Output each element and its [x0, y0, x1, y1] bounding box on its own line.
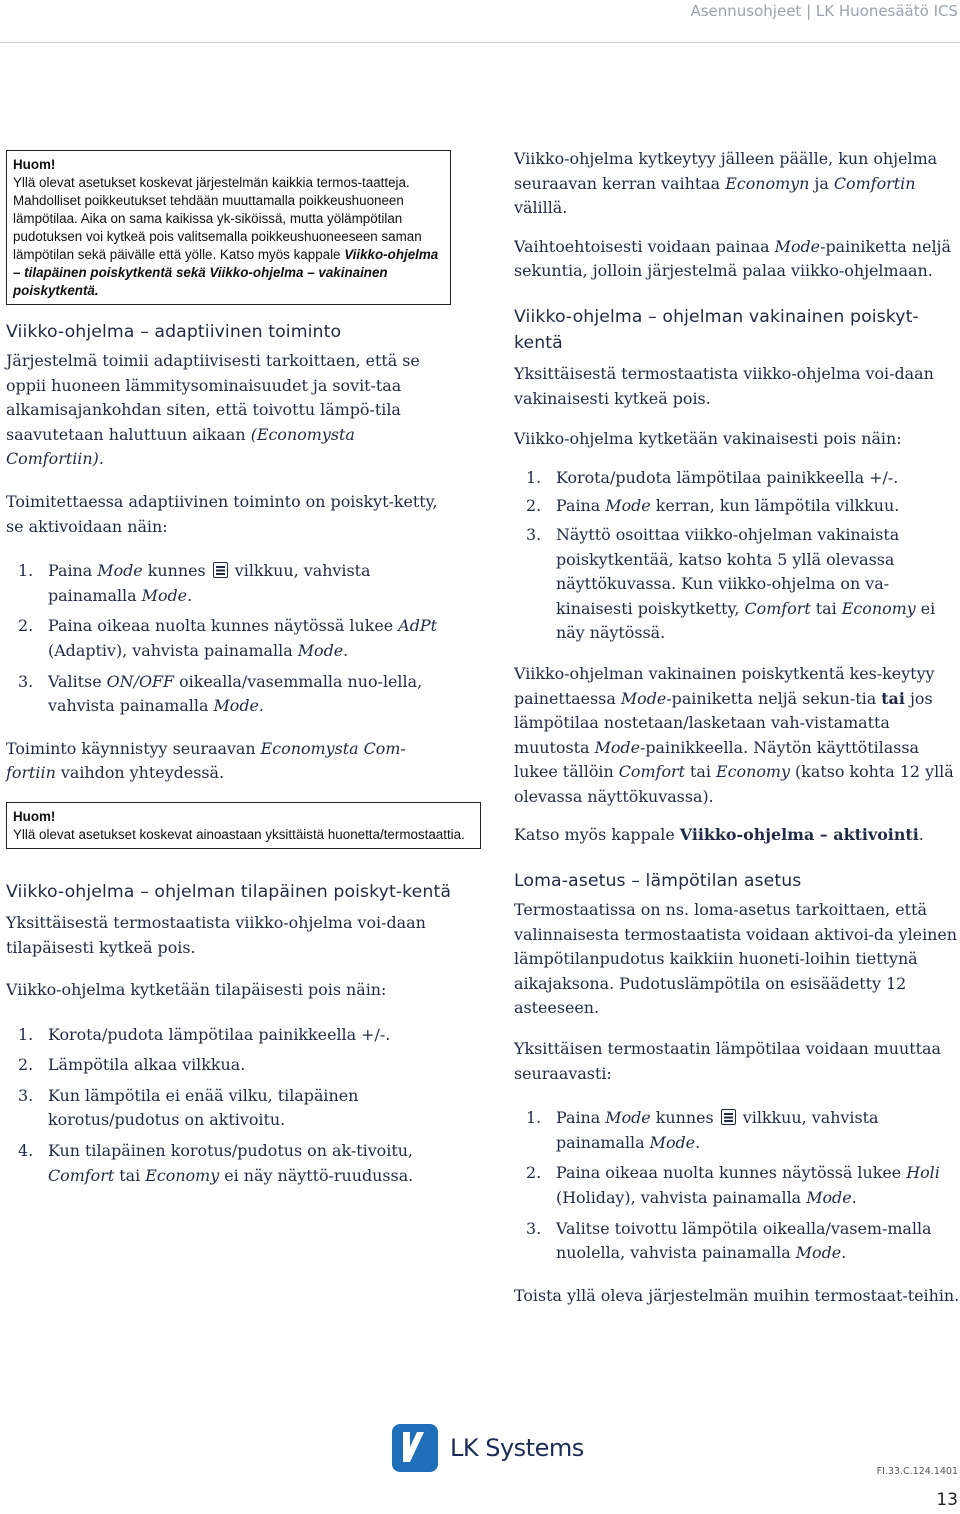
- text-italic: Mode.: [795, 1243, 847, 1263]
- text-italic: Comfortin: [833, 173, 916, 193]
- text: ei näy näytössä.: [556, 598, 936, 643]
- text-bold: Viikko-ohjelma – aktivointi: [679, 825, 919, 845]
- text: -painikkeella. Näytön käyttötilassa lukee tällöin: [514, 737, 920, 782]
- text-italic: Mode.: [141, 585, 193, 605]
- text: Toiminto käynnistyy seuraavan: [6, 738, 261, 758]
- list-item: [6, 1139, 451, 1188]
- text: (katso kohta 12 yllä olevassa näyttökuvassa).: [514, 762, 954, 806]
- text: -painiketta neljä sekun-tia: [666, 688, 882, 708]
- text: ei näy näyttö-ruudussa.: [219, 1165, 414, 1185]
- text: Valitse: [48, 671, 107, 691]
- text: tai: [810, 598, 842, 618]
- lk-logo-icon: [392, 1424, 438, 1472]
- week-program-icon: [721, 1109, 736, 1125]
- list-item: [6, 1053, 451, 1078]
- step-number: 2.: [18, 616, 34, 636]
- header-title: Asennusohjeet | LK Huonesäätö ICS: [690, 2, 958, 20]
- note-title: Huom!: [13, 157, 56, 172]
- text: Paina oikeaa nuolta kunnes näytössä lukee: [556, 1163, 907, 1183]
- text: Kun tilapäinen korotus/pudotus on ak-tivoitu,: [48, 1141, 413, 1161]
- list-item: [6, 1084, 451, 1133]
- heading-holiday: Loma-asetus – lämpötilan asetus: [514, 871, 802, 892]
- paragraph: [514, 823, 960, 848]
- text: Korota/pudota lämpötilaa painikkeella +/-.: [556, 467, 899, 487]
- text: Paina: [556, 496, 606, 516]
- logo-text: LK Systems: [450, 1434, 584, 1462]
- text: vaihdon yhteydessä.: [55, 763, 225, 783]
- text: Valitse toivottu lämpötila oikealla/vasem-malla nuolella, vahvista painamalla: [556, 1218, 932, 1263]
- step-number: 4.: [18, 1141, 34, 1161]
- text-italic: Comfort: [744, 598, 811, 618]
- text: Vaihtoehtoisesti voidaan painaa: [514, 236, 775, 256]
- step-number: 1.: [18, 561, 34, 581]
- list-item: [6, 614, 451, 663]
- paragraph: Viikko-ohjelma kytketään vakinaisesti pois näin:: [514, 429, 902, 449]
- text-italic: Mode: [605, 1108, 651, 1128]
- text: vilkkuu, vahvista painamalla: [48, 561, 371, 605]
- note-link-text: Viikko-ohjelma – tilapäinen poiskytkentä sekä Viikko-ohjelma – vakinainen poiskytkentä.: [13, 247, 439, 298]
- list-item: [514, 1161, 960, 1210]
- text-italic: Economyn: [725, 173, 810, 193]
- list-item: [514, 523, 960, 646]
- text: Lämpötila alkaa vilkkua.: [48, 1055, 246, 1075]
- text-italic: (Economysta Comfortiin).: [6, 424, 355, 469]
- paragraph: Yksittäisestä termostaatista viikko-ohjelma voi-daan tilapäisesti kytkeä pois.: [6, 912, 426, 957]
- text: tai: [685, 762, 717, 782]
- text-italic: Mode: [620, 688, 667, 708]
- text-italic: Mode.: [297, 640, 349, 660]
- list-item: [514, 494, 960, 519]
- text-italic: Mode.: [213, 696, 264, 716]
- step-number: 3.: [526, 1218, 542, 1238]
- paragraph: Termostaatissa on ns. loma-asetus tarkoittaen, että valinnaisesta termostaatista voidaan aktivoi-da yleinen lämpötilanpudotus kaikkiin huoneti-loihin tiettynä aikajaksona. Pudotuslämpötila on esisäädetty 12 asteeseen.: [514, 900, 958, 1018]
- text: Järjestelmä toimii adaptiivisesti tarkoittaen, että se oppii huoneen lämmitysominaisuudet ja sovit-taa alkamisajankohdan siten, että toivottu lämpö-tila saavutetaan haluttuun aikaan: [6, 351, 420, 444]
- text: tai: [114, 1165, 146, 1185]
- step-number: 2.: [526, 1163, 542, 1183]
- list-item: [6, 1023, 451, 1048]
- step-number: 2.: [526, 496, 542, 516]
- paragraph: [514, 235, 960, 284]
- text-italic: Economy: [145, 1165, 220, 1185]
- heading-permanent: Viikko-ohjelma – ohjelman vakinainen poiskyt-kentä: [514, 306, 919, 353]
- text: Paina: [48, 561, 98, 581]
- company-logo: [392, 1423, 584, 1473]
- step-number: 3.: [526, 524, 542, 544]
- note-text: Yllä olevat asetukset koskevat järjestelmän kaikkia termos-taatteja. Mahdolliset poikkeutukset tehdään muuttamalla poikkeushuoneen lämpötilaa. Aika on sama kaikissa yk-siköissä, mutta yölämpötilan pudotuksen voi kytkeä pois valitsemalla poikkeushuoneeseen saman lämpötilan sekä päivälle että yölle. Katso myös kappale: [13, 175, 422, 262]
- text: kunnes: [142, 561, 211, 581]
- note-text: Yllä olevat asetukset koskevat ainoastaan yksittäistä huonetta/termostaattia.: [13, 826, 465, 842]
- paragraph-delivery: Toimitettaessa adaptiivinen toiminto on poiskyt-ketty, se aktivoidaan näin:: [6, 491, 438, 536]
- text-italic: Economy: [716, 762, 790, 782]
- text-italic: Mode.: [649, 1132, 701, 1152]
- note-box: [6, 802, 481, 849]
- text-italic: Holi: [906, 1163, 940, 1183]
- text: oikealla/vasemmalla nuo-lella, vahvista painamalla: [48, 671, 423, 716]
- list-item: [514, 466, 960, 491]
- text: Paina: [556, 1108, 606, 1128]
- left-column: [6, 150, 465, 1188]
- text: vilkkuu, vahvista painamalla: [556, 1108, 879, 1152]
- steps-holiday: [514, 1106, 960, 1266]
- text-italic: Mode: [594, 737, 640, 757]
- list-item: [514, 1106, 960, 1155]
- heading-adaptive: Viikko-ohjelma – adaptiivinen toiminto: [6, 322, 342, 342]
- text-italic: Comfort: [48, 1165, 115, 1185]
- heading-temporary: Viikko-ohjelma – ohjelman tilapäinen poiskyt-kentä: [6, 881, 452, 902]
- steps-adaptive: [6, 559, 451, 719]
- text-italic: Economy: [841, 598, 916, 618]
- text: Korota/pudota lämpötilaa painikkeella +/-.: [48, 1024, 391, 1044]
- step-number: 2.: [18, 1055, 34, 1075]
- paragraph: Viikko-ohjelma kytketään tilapäisesti pois näin:: [6, 980, 387, 1000]
- text: välillä.: [514, 198, 568, 218]
- list-item: [6, 559, 451, 608]
- paragraph: [514, 662, 960, 810]
- right-column: [514, 147, 960, 1308]
- text-italic: Economysta Com-fortiin: [6, 738, 406, 783]
- text: Paina oikeaa nuolta kunnes näytössä lukee: [48, 616, 399, 636]
- text: Katso myös kappale: [514, 825, 680, 845]
- text-bold: tai: [881, 688, 905, 708]
- text: kerran, kun lämpötila vilkkuu.: [650, 496, 900, 516]
- paragraph: Toista yllä oleva järjestelmän muihin termostaat-teihin.: [514, 1285, 960, 1305]
- step-number: 3.: [18, 671, 34, 691]
- step-number: 3.: [18, 1085, 34, 1105]
- steps-permanent: [514, 466, 960, 646]
- step-number: 1.: [526, 467, 542, 487]
- text: kunnes: [650, 1108, 719, 1128]
- text: Kun lämpötila ei enää vilku, tilapäinen korotus/pudotus on aktivoitu.: [48, 1085, 359, 1130]
- paragraph-adaptive: [6, 349, 451, 472]
- text-italic: ON/OFF: [106, 671, 175, 691]
- list-item: [6, 670, 451, 719]
- step-number: 1.: [526, 1108, 542, 1128]
- text-italic: Mode: [605, 496, 651, 516]
- paragraph-start: [6, 737, 451, 786]
- text-italic: AdPt: [398, 616, 437, 636]
- paragraph: Yksittäisen termostaatin lämpötilaa voidaan muuttaa seuraavasti:: [514, 1039, 941, 1083]
- text: Näyttö osoittaa viikko-ohjelman vakinaista poiskytkentää, katso kohta 5 yllä olevassa näyttökuvassa. Kun viikko-ohjelma on va-kinaisesti poiskytketty,: [556, 524, 900, 618]
- text: (Adaptiv), vahvista painamalla: [48, 640, 298, 660]
- note-box: [6, 150, 451, 305]
- week-program-icon: [213, 562, 228, 578]
- text-italic: Mode.: [806, 1188, 857, 1207]
- header-divider: [0, 42, 960, 43]
- text: Viikko-ohjelma kytkeytyy jälleen päälle, kun ohjelma seuraavan kerran vaihtaa: [514, 149, 938, 193]
- steps-temporary: [6, 1023, 451, 1189]
- paragraph: Yksittäisestä termostaatista viikko-ohjelma voi-daan vakinaisesti kytkeä pois.: [514, 363, 934, 408]
- step-number: 1.: [18, 1024, 34, 1044]
- text-italic: Comfort: [618, 762, 685, 782]
- text: -painiketta neljä sekuntia, jolloin järjestelmä palaa viikko-ohjelmaan.: [514, 236, 951, 281]
- page-number: 13: [936, 1490, 958, 1510]
- paragraph: [514, 147, 960, 221]
- note-title: Huom!: [13, 808, 56, 824]
- text: (Holiday), vahvista painamalla: [556, 1188, 807, 1207]
- text: Viikko-ohjelman vakinainen poiskytkentä kes-keytyy painettaessa: [514, 663, 935, 708]
- document-code: FI.33.C.124.1401: [876, 1466, 958, 1477]
- text-italic: Mode: [774, 236, 821, 256]
- text: .: [918, 825, 924, 845]
- text: ja: [809, 173, 834, 193]
- text: jos lämpötilaa nostetaan/lasketaan vah-vistamatta muutosta: [514, 688, 933, 757]
- list-item: [514, 1217, 960, 1266]
- text-italic: Mode: [97, 561, 143, 581]
